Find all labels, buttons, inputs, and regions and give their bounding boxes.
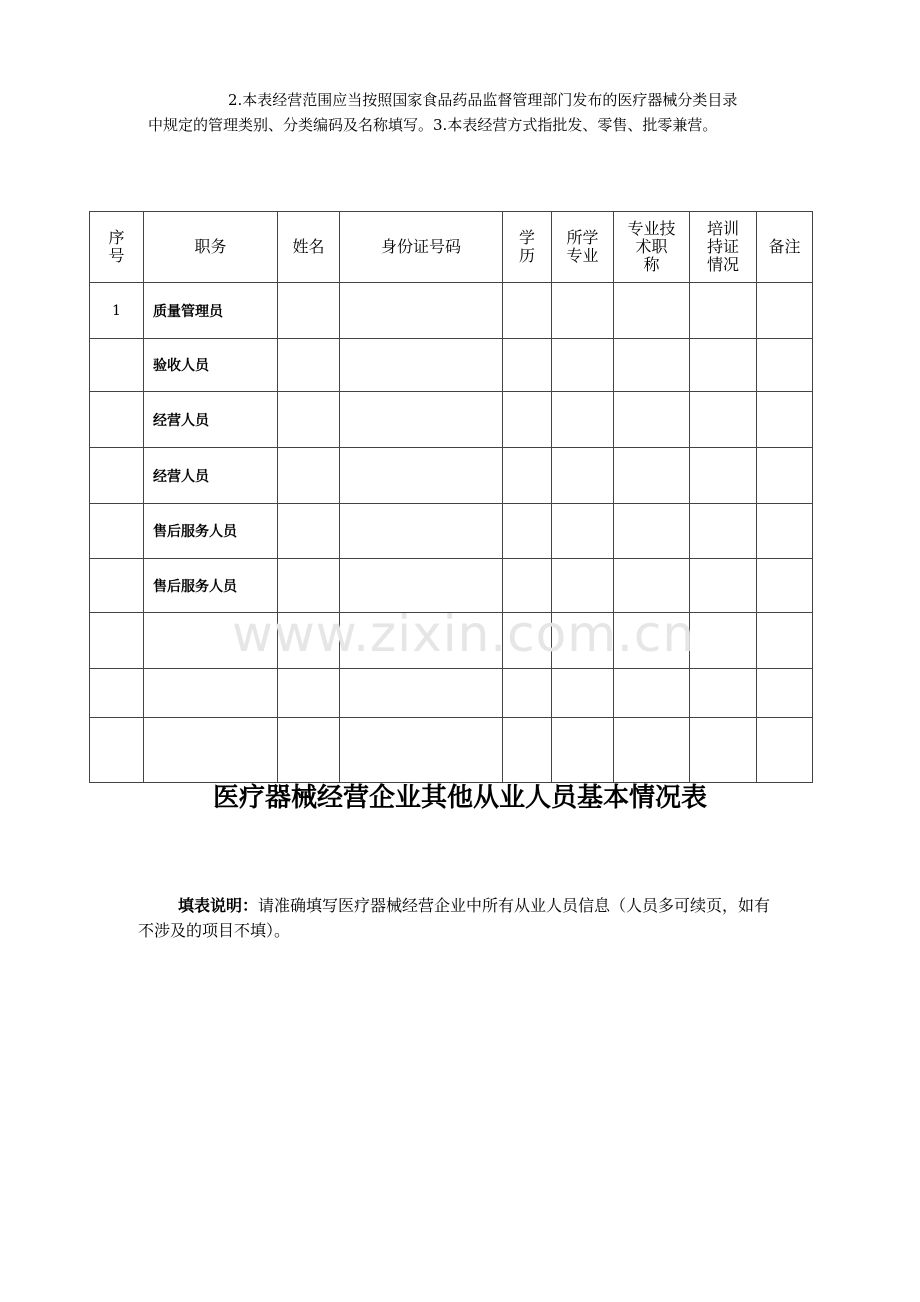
cell-role[interactable]: 售后服务人员 <box>144 504 278 559</box>
cell-title[interactable] <box>614 559 690 613</box>
header-seq-line-2: 号 <box>108 246 125 265</box>
cell-id-number[interactable] <box>340 559 503 613</box>
cell-title[interactable] <box>614 613 690 669</box>
cell-major[interactable] <box>552 339 614 392</box>
table-row <box>90 392 813 448</box>
cell-seq[interactable] <box>90 339 144 392</box>
cell-id-number[interactable] <box>340 718 503 783</box>
cell-name[interactable] <box>278 559 340 613</box>
cell-seq[interactable] <box>90 718 144 783</box>
cell-remarks[interactable] <box>757 669 813 718</box>
cell-role[interactable]: 经营人员 <box>144 392 278 448</box>
cell-seq[interactable] <box>90 448 144 504</box>
top-note-line-2: 中规定的管理类别、分类编码及名称填写。3.本表经营方式指批发、零售、批零兼营。 <box>148 116 718 134</box>
table-row <box>90 718 813 783</box>
header-major-line-2: 专业 <box>566 246 599 265</box>
cell-seq[interactable] <box>90 613 144 669</box>
cell-training[interactable] <box>690 392 757 448</box>
cell-education[interactable] <box>503 718 552 783</box>
cell-id-number[interactable] <box>340 339 503 392</box>
cell-seq[interactable] <box>90 504 144 559</box>
cell-education[interactable] <box>503 392 552 448</box>
cell-role[interactable]: 质量管理员 <box>144 283 278 339</box>
table-row <box>90 559 813 613</box>
top-note-line-1: 2.本表经营范围应当按照国家食品药品监督管理部门发布的医疗器械分类目录 <box>228 91 738 109</box>
header-seq-line-1: 序 <box>108 228 125 247</box>
header-training-line-2: 持证 <box>706 237 739 256</box>
cell-major[interactable] <box>552 669 614 718</box>
cell-seq[interactable] <box>90 559 144 613</box>
cell-id-number[interactable] <box>340 283 503 339</box>
cell-id-number[interactable] <box>340 448 503 504</box>
table-row <box>90 339 813 392</box>
staff-table <box>89 211 813 783</box>
cell-remarks[interactable] <box>757 448 813 504</box>
header-seq <box>90 212 144 283</box>
cell-id-number[interactable] <box>340 504 503 559</box>
table-row <box>90 669 813 718</box>
cell-role[interactable] <box>144 669 278 718</box>
cell-training[interactable] <box>690 613 757 669</box>
cell-name[interactable] <box>278 669 340 718</box>
cell-seq[interactable]: 1 <box>90 283 144 339</box>
header-remarks: 备注 <box>757 212 813 283</box>
header-education <box>503 212 552 283</box>
cell-name[interactable] <box>278 339 340 392</box>
cell-name[interactable] <box>278 718 340 783</box>
cell-education[interactable] <box>503 613 552 669</box>
cell-seq[interactable] <box>90 392 144 448</box>
cell-role[interactable] <box>144 613 278 669</box>
cell-title[interactable] <box>614 283 690 339</box>
header-major <box>552 212 614 283</box>
table-row <box>90 283 813 339</box>
cell-education[interactable] <box>503 283 552 339</box>
cell-id-number[interactable] <box>340 613 503 669</box>
cell-training[interactable] <box>690 448 757 504</box>
cell-title[interactable] <box>614 339 690 392</box>
table-row <box>90 448 813 504</box>
cell-training[interactable] <box>690 504 757 559</box>
cell-title[interactable] <box>614 392 690 448</box>
cell-name[interactable] <box>278 392 340 448</box>
cell-training[interactable] <box>690 559 757 613</box>
cell-title[interactable] <box>614 718 690 783</box>
cell-seq[interactable] <box>90 669 144 718</box>
header-training-line-3: 情况 <box>706 255 739 274</box>
cell-id-number[interactable] <box>340 669 503 718</box>
cell-role[interactable]: 验收人员 <box>144 339 278 392</box>
cell-remarks[interactable] <box>757 283 813 339</box>
header-row <box>90 212 813 283</box>
cell-major[interactable] <box>552 392 614 448</box>
table-row <box>90 613 813 669</box>
header-training <box>690 212 757 283</box>
cell-name[interactable] <box>278 448 340 504</box>
cell-major[interactable] <box>552 448 614 504</box>
cell-education[interactable] <box>503 669 552 718</box>
header-education-line-2: 历 <box>518 246 535 265</box>
fill-instructions <box>138 893 778 943</box>
watermark: www.zixin.com.cn <box>232 605 696 663</box>
fill-instructions-label: 填表说明： <box>178 896 259 915</box>
header-major-line-1: 所学 <box>566 228 599 247</box>
cell-title[interactable] <box>614 669 690 718</box>
cell-training[interactable] <box>690 339 757 392</box>
header-education-line-1: 学 <box>518 228 535 247</box>
cell-education[interactable] <box>503 559 552 613</box>
cell-education[interactable] <box>503 448 552 504</box>
cell-remarks[interactable] <box>757 504 813 559</box>
cell-role[interactable] <box>144 718 278 783</box>
cell-training[interactable] <box>690 718 757 783</box>
cell-training[interactable] <box>690 283 757 339</box>
cell-remarks[interactable] <box>757 339 813 392</box>
header-title-line-1: 专业技 <box>627 219 676 238</box>
cell-name[interactable] <box>278 613 340 669</box>
cell-name[interactable] <box>278 283 340 339</box>
document-title: 医疗器械经营企业其他从业人员基本情况表 <box>212 783 707 813</box>
cell-remarks[interactable] <box>757 613 813 669</box>
header-title-line-3: 称 <box>643 255 660 274</box>
cell-remarks[interactable] <box>757 559 813 613</box>
header-role: 职务 <box>144 212 278 283</box>
header-name: 姓名 <box>278 212 340 283</box>
cell-remarks[interactable] <box>757 718 813 783</box>
cell-major[interactable] <box>552 613 614 669</box>
header-training-line-1: 培训 <box>706 219 739 238</box>
top-note <box>148 88 788 138</box>
cell-id-number[interactable] <box>340 392 503 448</box>
cell-title[interactable] <box>614 504 690 559</box>
cell-major[interactable] <box>552 504 614 559</box>
cell-name[interactable] <box>278 504 340 559</box>
cell-remarks[interactable] <box>757 392 813 448</box>
cell-role[interactable]: 经营人员 <box>144 448 278 504</box>
table-row <box>90 504 813 559</box>
cell-major[interactable] <box>552 718 614 783</box>
cell-major[interactable] <box>552 283 614 339</box>
cell-education[interactable] <box>503 339 552 392</box>
cell-role[interactable]: 售后服务人员 <box>144 559 278 613</box>
cell-title[interactable] <box>614 448 690 504</box>
header-id-number: 身份证号码 <box>340 212 503 283</box>
cell-education[interactable] <box>503 504 552 559</box>
cell-training[interactable] <box>690 669 757 718</box>
cell-major[interactable] <box>552 559 614 613</box>
fill-instructions-text: 请准确填写医疗器械经营企业中所有从业人员信息（人员多可续页，如有不涉及的项目不填）。 <box>138 896 771 940</box>
header-title-line-2: 术职 <box>635 237 668 256</box>
header-title <box>614 212 690 283</box>
